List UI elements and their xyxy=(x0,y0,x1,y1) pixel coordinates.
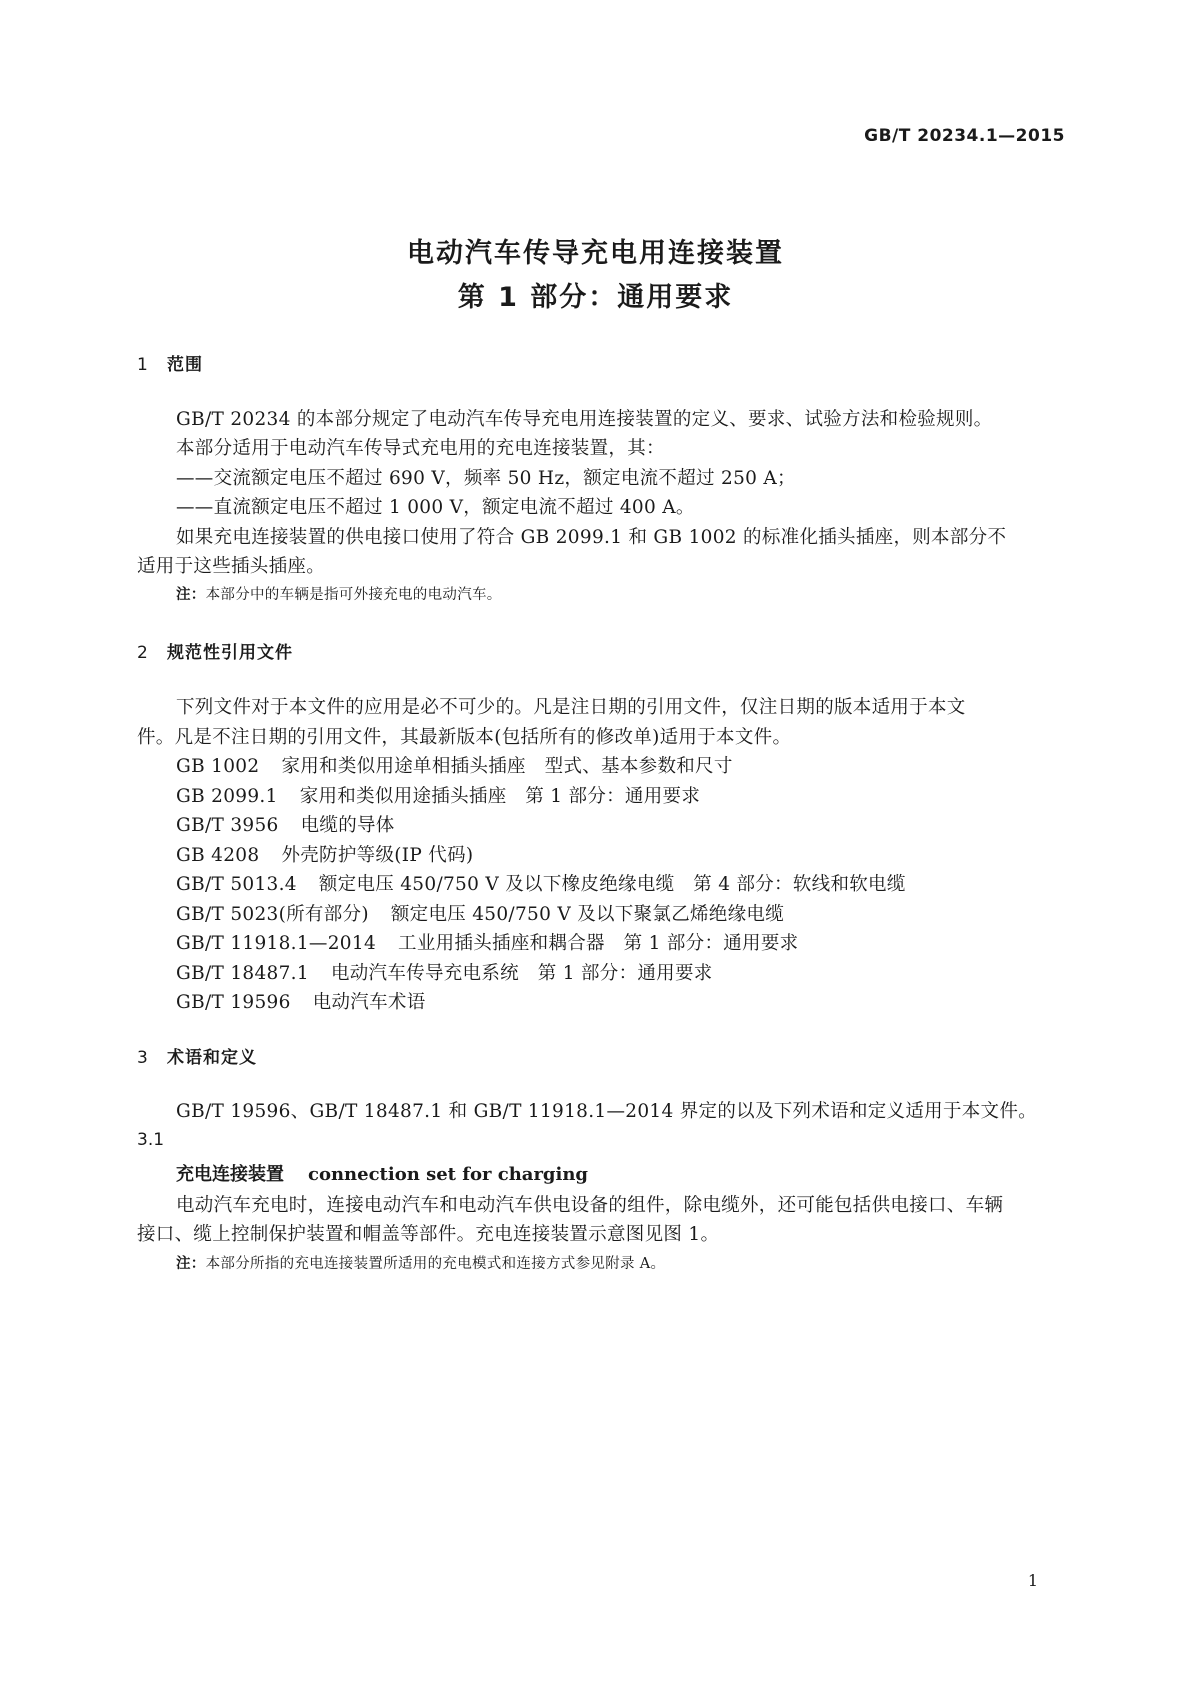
reference-title: 家用和类似用途插头插座 第 1 部分：通用要求 xyxy=(299,786,701,807)
reference-title: 额定电压 450/750 V 及以下橡皮绝缘电缆 第 4 部分：软线和软电缆 xyxy=(318,874,906,895)
paragraph-line: 本部分适用于电动汽车传导式充电用的充电连接装置，其： xyxy=(176,438,665,459)
section-title: 术语和定义 xyxy=(167,1048,257,1068)
document-title-line2: 第 1 部分：通用要求 xyxy=(457,282,734,313)
paragraph-line: GB/T 19596、GB/T 18487.1 和 GB/T 11918.1—2014 界定的以及下列术语和定义适用于本文件。 xyxy=(176,1101,1037,1122)
paragraph-line: 如果充电连接装置的供电接口使用了符合 GB 2099.1 和 GB 1002 的标准化插头插座，则本部分不 xyxy=(176,527,1007,548)
reference-item xyxy=(176,959,713,985)
reference-item xyxy=(176,782,700,808)
reference-item xyxy=(176,841,473,867)
paragraph-line: GB/T 20234 的本部分规定了电动汽车传导充电用连接装置的定义、要求、试验方法和检验规则。 xyxy=(176,409,993,430)
page-number: 1 xyxy=(1027,1571,1038,1590)
definition-line: 电动汽车充电时，连接电动汽车和电动汽车供电设备的组件，除电缆外，还可能包括供电接口、车辆 xyxy=(176,1195,1004,1216)
section-number: 3 xyxy=(137,1048,149,1068)
section-1-heading xyxy=(137,350,203,375)
reference-title: 电缆的导体 xyxy=(300,815,395,836)
reference-code: GB/T 5013.4 xyxy=(176,874,297,895)
reference-code: GB 4208 xyxy=(176,845,260,866)
note xyxy=(176,583,502,604)
reference-item xyxy=(176,988,426,1014)
reference-title: 外壳防护等级(IP 代码) xyxy=(281,845,474,866)
note-label: 注： xyxy=(176,587,206,603)
reference-code: GB/T 3956 xyxy=(176,815,279,836)
reference-code: GB/T 19596 xyxy=(176,992,291,1013)
reference-code: GB 1002 xyxy=(176,756,260,777)
document-title-line1: 电动汽车传导充电用连接装置 xyxy=(407,238,784,269)
clause-number: 3.1 xyxy=(137,1130,165,1150)
section-title: 范围 xyxy=(167,355,203,375)
paragraph-line: 下列文件对于本文件的应用是必不可少的。凡是注日期的引用文件，仅注日期的版本适用于本文 xyxy=(176,697,966,718)
list-item: ——直流额定电压不超过 1 000 V，额定电流不超过 400 A。 xyxy=(176,497,695,518)
reference-item xyxy=(176,752,733,778)
reference-item xyxy=(176,929,798,955)
standard-code: GB/T 20234.1—2015 xyxy=(864,126,1065,146)
list-item: ——交流额定电压不超过 690 V，频率 50 Hz，额定电流不超过 250 A； xyxy=(176,468,796,489)
term-en: connection set for charging xyxy=(308,1164,589,1185)
reference-title: 电动汽车术语 xyxy=(312,992,426,1013)
reference-item xyxy=(176,811,395,837)
section-2-heading xyxy=(137,638,293,663)
term-zh: 充电连接装置 xyxy=(176,1164,284,1185)
note-text: 本部分所指的充电连接装置所适用的充电模式和连接方式参见附录 A。 xyxy=(205,1256,666,1272)
reference-code: GB/T 5023(所有部分) xyxy=(176,904,369,925)
term-entry xyxy=(176,1160,588,1186)
reference-title: 额定电压 450/750 V 及以下聚氯乙烯绝缘电缆 xyxy=(390,904,785,925)
paragraph-line: 适用于这些插头插座。 xyxy=(137,556,326,577)
note xyxy=(176,1252,665,1273)
reference-item xyxy=(176,870,906,896)
reference-item xyxy=(176,900,784,926)
note-label: 注： xyxy=(176,1256,206,1272)
reference-code: GB 2099.1 xyxy=(176,786,278,807)
section-title: 规范性引用文件 xyxy=(167,643,293,663)
section-number: 1 xyxy=(137,355,149,375)
reference-code: GB/T 18487.1 xyxy=(176,963,309,984)
reference-title: 电动汽车传导充电系统 第 1 部分：通用要求 xyxy=(330,963,713,984)
note-text: 本部分中的车辆是指可外接充电的电动汽车。 xyxy=(205,587,502,603)
definition-line: 接口、缆上控制保护装置和帽盖等部件。充电连接装置示意图见图 1。 xyxy=(137,1224,720,1245)
reference-title: 家用和类似用途单相插头插座 型式、基本参数和尺寸 xyxy=(281,756,733,777)
reference-code: GB/T 11918.1—2014 xyxy=(176,933,377,954)
section-3-heading xyxy=(137,1043,257,1068)
reference-title: 工业用插头插座和耦合器 第 1 部分：通用要求 xyxy=(398,933,799,954)
paragraph-line: 件。凡是不注日期的引用文件，其最新版本(包括所有的修改单)适用于本文件。 xyxy=(137,727,792,748)
section-number: 2 xyxy=(137,643,149,663)
